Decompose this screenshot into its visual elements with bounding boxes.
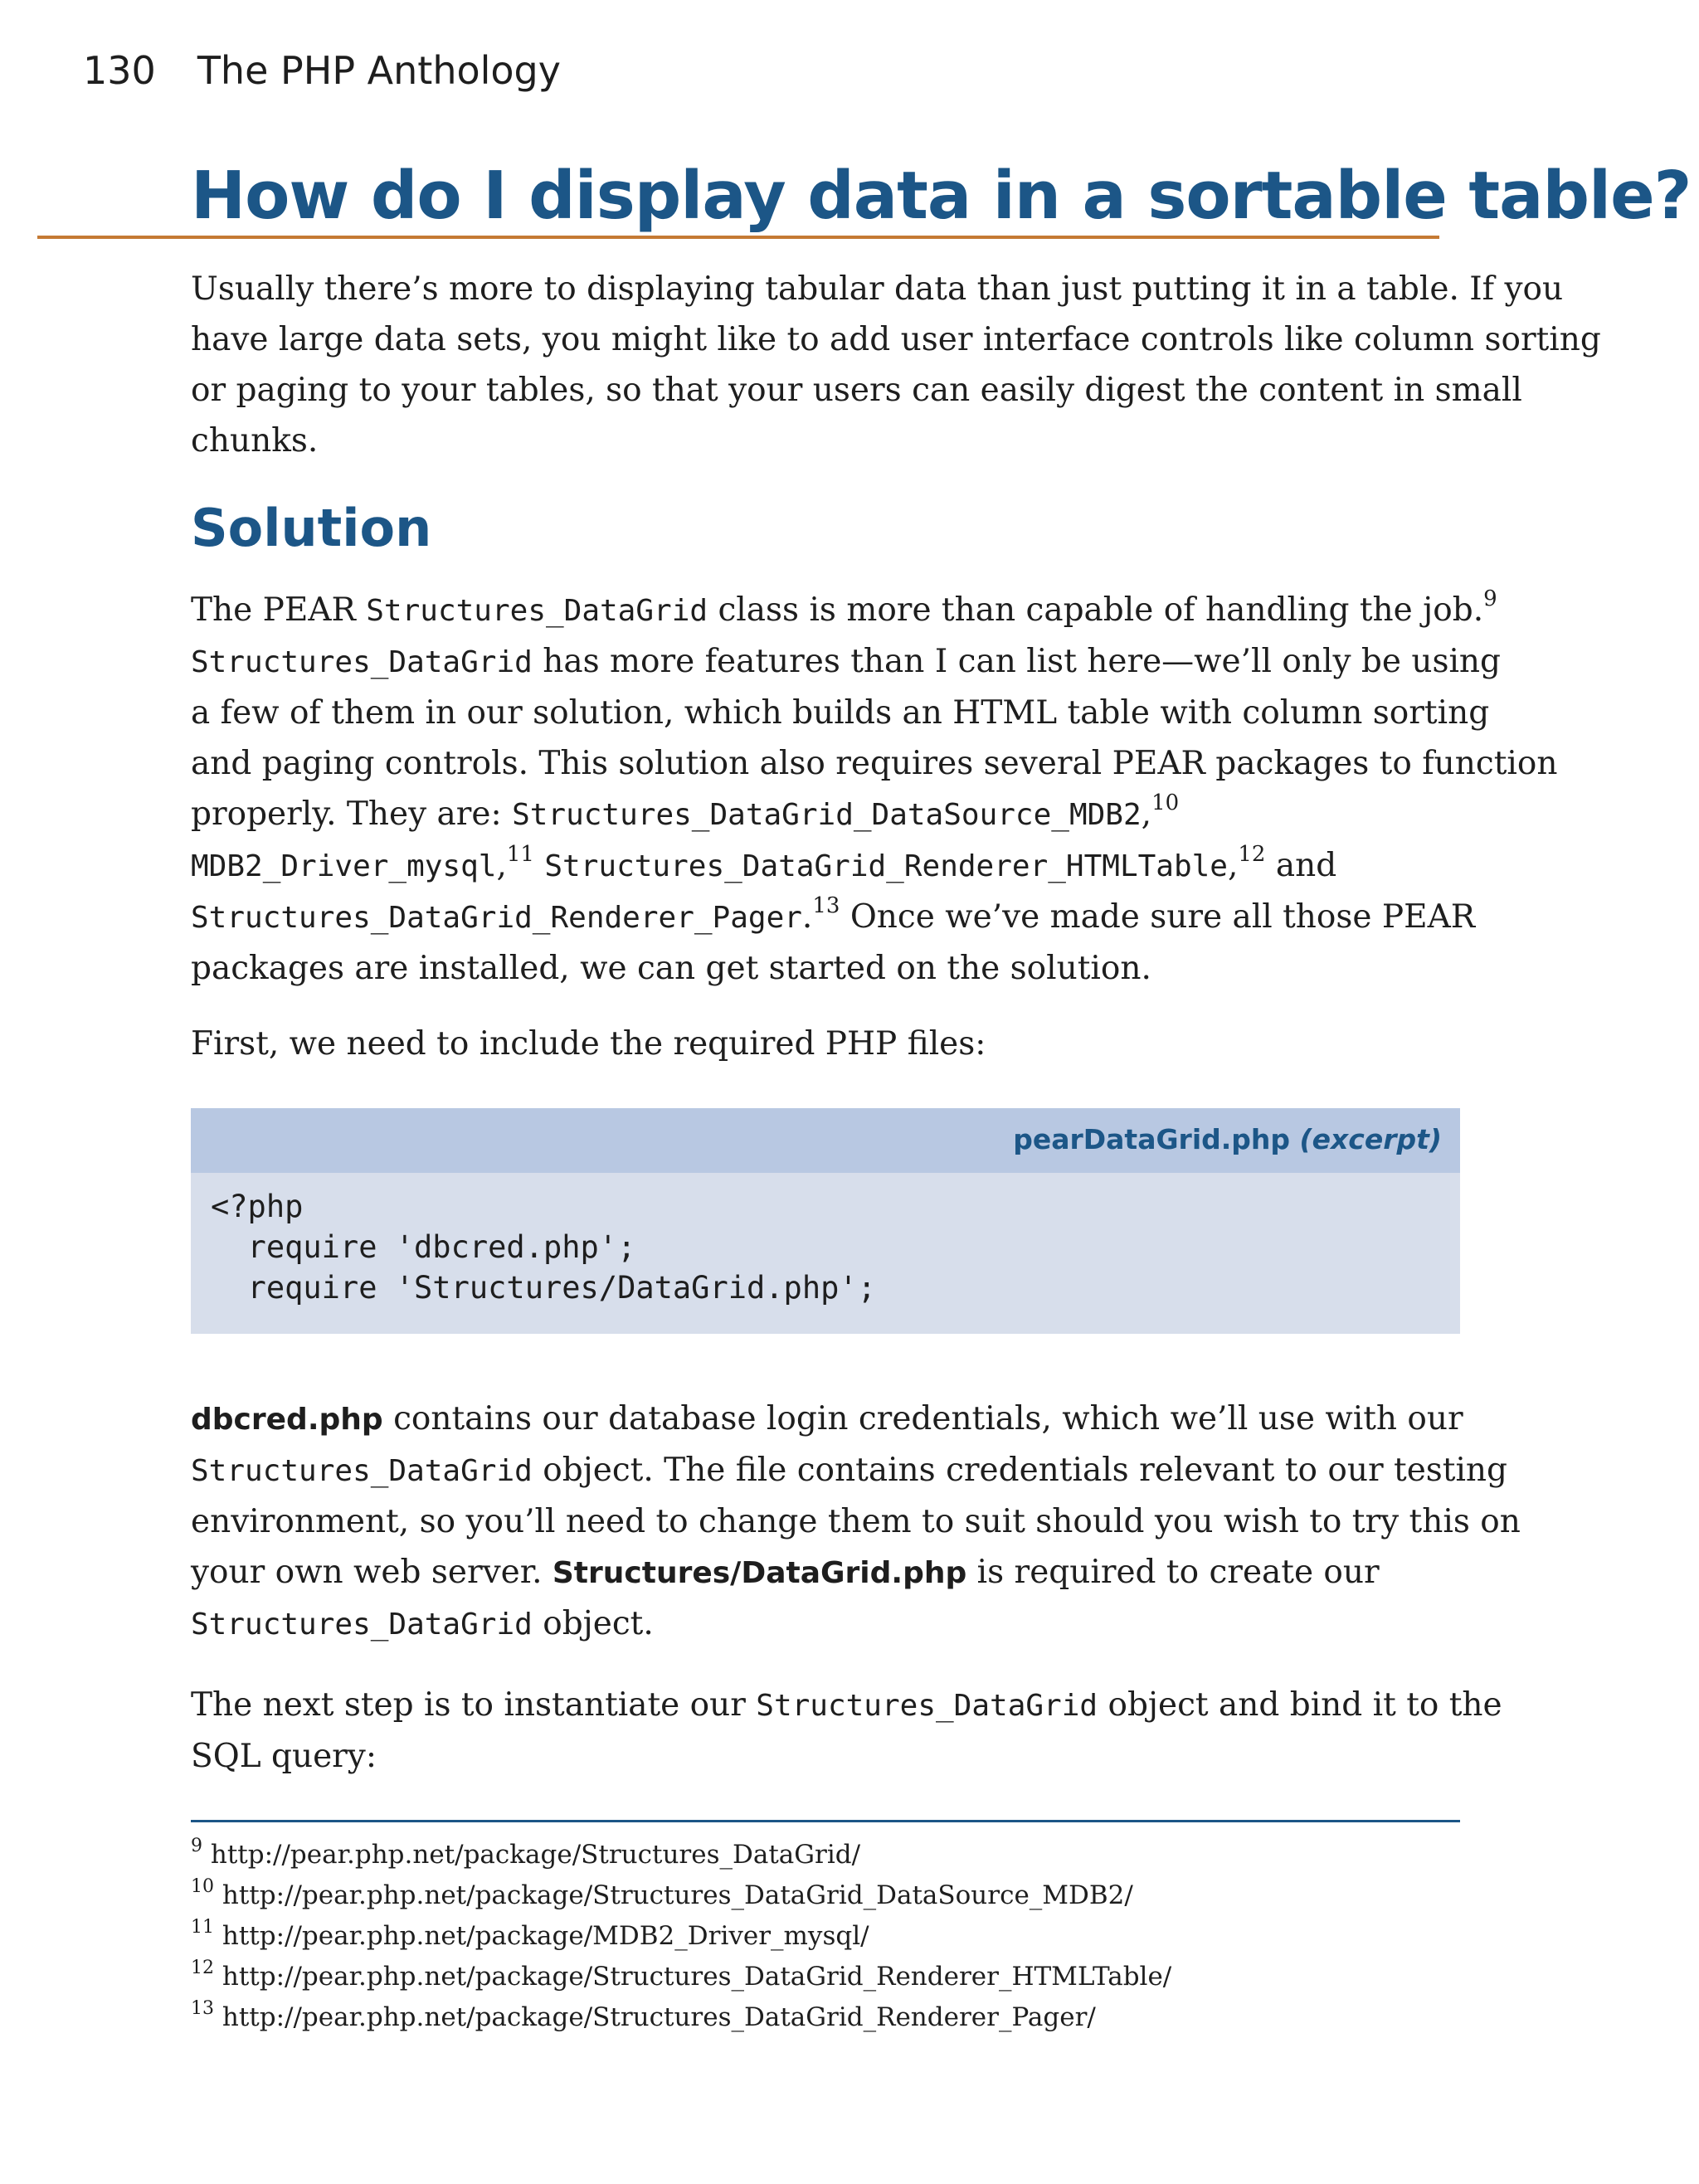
book-title: The PHP Anthology	[197, 48, 561, 93]
footnote-ref[interactable]: 12	[1238, 842, 1266, 867]
footnote: $^{10}$ http://pear.php.net/package/Structures_DataGrid_DataSource_MDB2/	[191, 1876, 1133, 1910]
intro-paragraph	[191, 264, 1601, 466]
section-title: How do I display data in a sortable table?	[191, 158, 1692, 234]
title-underline	[37, 236, 1439, 239]
text-line: your own web server. Structures/DataGrid.php is required to create our	[191, 1554, 1380, 1591]
footnote: $^9$ http://pear.php.net/package/Structures_DataGrid/	[191, 1836, 861, 1870]
include-paragraph	[191, 1019, 1460, 1069]
solution-heading: Solution	[191, 498, 432, 558]
text-line: Structures_DataGrid object.	[191, 1605, 654, 1642]
page-number: 130	[83, 48, 156, 93]
instantiate-paragraph	[191, 1680, 1502, 1782]
text-line: or paging to your tables, so that your users can easily digest the content in small	[191, 372, 1522, 409]
inline-code: Structures_DataGrid	[191, 1454, 533, 1488]
footnote-link[interactable]: http://pear.php.net/package/Structures_DataGrid/	[210, 1840, 861, 1870]
text-line: The PEAR Structures_DataGrid class is more than capable of handling the job.$^9$	[191, 586, 1497, 629]
code-listing-header	[191, 1108, 1460, 1173]
text-line: packages are installed, we can get started on the solution.	[191, 950, 1151, 987]
inline-code: Structures_DataGrid	[756, 1689, 1098, 1723]
text-line: Structures_DataGrid has more features than I can list here—we’ll only be using	[191, 643, 1502, 680]
text-line: First, we need to include the required PHP files:	[191, 1025, 986, 1063]
text-line: a few of them in our solution, which builds an HTML table with column sorting	[191, 694, 1490, 732]
footnote-link[interactable]: http://pear.php.net/package/Structures_DataGrid_Renderer_HTMLTable/	[222, 1962, 1172, 1992]
footnote-divider	[191, 1820, 1460, 1822]
solution-paragraph	[191, 585, 1558, 994]
inline-code: Structures_DataGrid	[191, 645, 533, 679]
file-name: dbcred.php	[191, 1403, 383, 1437]
text-line: and paging controls. This solution also requires several PEAR packages to function	[191, 745, 1558, 782]
running-header	[83, 48, 561, 93]
footnote: $^{12}$ http://pear.php.net/package/Structures_DataGrid_Renderer_HTMLTable/	[191, 1958, 1172, 1992]
text-line: properly. They are: Structures_DataGrid_DataSource_MDB2,10	[191, 790, 1180, 833]
text-line: Structures_DataGrid_Renderer_Pager.$^{13}$ Once we’ve made sure all those PEAR	[191, 893, 1476, 936]
footnote: $^{11}$ http://pear.php.net/package/MDB2_Driver_mysql/	[191, 1917, 869, 1951]
inline-code: Structures_DataGrid	[366, 594, 708, 628]
text-line: Structures_DataGrid object. The file contains credentials relevant to our testing	[191, 1452, 1508, 1489]
footnote-ref[interactable]: 10	[1151, 790, 1180, 815]
text-line: MDB2_Driver_mysql,$^{11}$ Structures_DataGrid_Renderer_HTMLTable,$^{12}$ and	[191, 842, 1337, 884]
code-qualifier: (excerpt)	[1299, 1123, 1442, 1155]
inline-code: Structures_DataGrid_DataSource_MDB2	[512, 798, 1142, 832]
footnotes	[191, 1835, 1460, 2038]
code-listing	[191, 1108, 1460, 1334]
code-line: <?php	[211, 1189, 304, 1224]
code-filename: pearDataGrid.php (excerpt)	[1013, 1123, 1442, 1155]
code-line: require 'Structures/DataGrid.php';	[211, 1270, 876, 1306]
text-line: SQL query:	[191, 1738, 377, 1775]
text-line: dbcred.php contains our database login credentials, which we’ll use with our	[191, 1400, 1463, 1437]
inline-code: MDB2_Driver_mysql	[191, 849, 497, 883]
file-name: Structures/DataGrid.php	[552, 1556, 967, 1590]
text-line: chunks.	[191, 422, 319, 460]
footnote: $^{13}$ http://pear.php.net/package/Structures_DataGrid_Renderer_Pager/	[191, 1998, 1096, 2032]
text-line: The next step is to instantiate our Structures_DataGrid object and bind it to the	[191, 1686, 1502, 1724]
inline-code: Structures_DataGrid_Renderer_Pager	[191, 901, 802, 935]
footnote-ref[interactable]: 13	[812, 893, 840, 918]
inline-code: Structures_DataGrid	[191, 1608, 533, 1642]
text-line: have large data sets, you might like to add user interface controls like column sorting	[191, 321, 1601, 358]
footnote-link[interactable]: http://pear.php.net/package/MDB2_Driver_mysql/	[222, 1921, 869, 1951]
text-line: environment, so you’ll need to change them to suit should you wish to try this on	[191, 1503, 1521, 1540]
inline-code: Structures_DataGrid_Renderer_HTMLTable	[544, 849, 1228, 883]
footnote-ref[interactable]: 9	[1483, 586, 1497, 611]
footnote-link[interactable]: http://pear.php.net/package/Structures_DataGrid_DataSource_MDB2/	[222, 1880, 1133, 1910]
footnote-link[interactable]: http://pear.php.net/package/Structures_DataGrid_Renderer_Pager/	[222, 2002, 1096, 2032]
dbcred-paragraph	[191, 1394, 1521, 1650]
code-body[interactable]	[191, 1173, 1460, 1308]
code-line: require 'dbcred.php';	[211, 1229, 636, 1265]
footnote-ref[interactable]: 11	[506, 842, 534, 867]
text-line: Usually there’s more to displaying tabular data than just putting it in a table. If you	[191, 270, 1564, 308]
